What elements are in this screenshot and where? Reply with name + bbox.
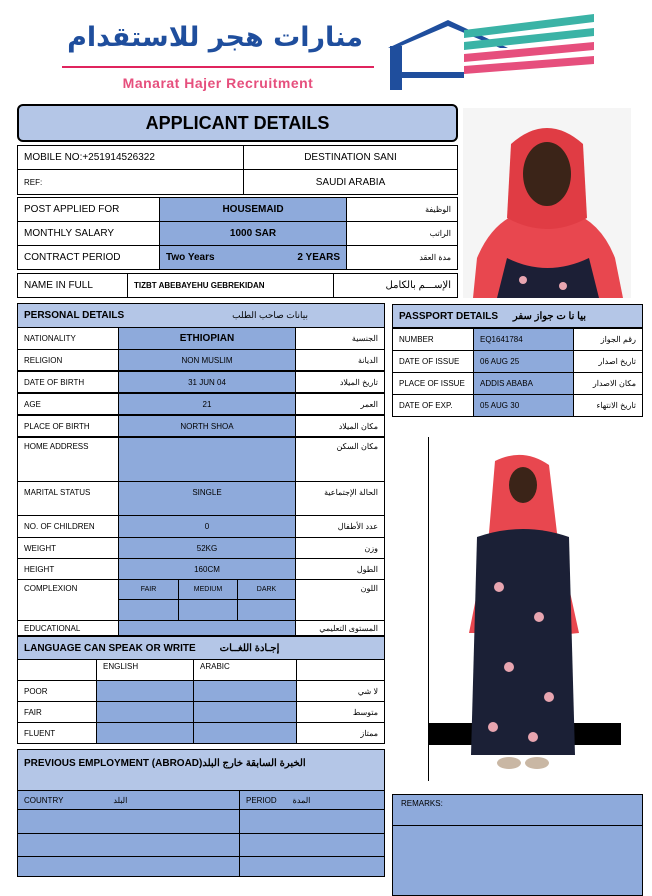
passport-label: PLACE OF ISSUE (392, 372, 474, 395)
personal-value: 0 (118, 515, 296, 538)
logo-underline (62, 66, 374, 68)
personal-label: HOME ADDRESS (17, 437, 119, 482)
complexion-option: DARK (237, 579, 296, 600)
personal-label-arabic: مكان السكن (295, 437, 385, 482)
language-title-arabic: إجـادة اللغــات (219, 642, 280, 654)
job-label: POST APPLIED FOR (17, 197, 160, 222)
language-col-arabic: ARABIC (193, 659, 297, 681)
language-level-label: FLUENT (17, 722, 97, 744)
job-label-arabic: مدة العقد (346, 245, 458, 270)
passport-details-title: PASSPORT DETAILS (399, 310, 499, 322)
personal-value: NON MUSLIM (118, 349, 296, 371)
destination: DESTINATION SANI (243, 145, 458, 170)
personal-details-title: PERSONAL DETAILS (24, 310, 125, 321)
ref-field: REF: (17, 169, 244, 195)
job-value: HOUSEMAID (159, 197, 347, 222)
language-english-cell[interactable] (96, 722, 194, 744)
house-logo-icon (388, 10, 600, 94)
personal-label-arabic: مكان الميلاد (295, 415, 385, 437)
passport-label-arabic: رقم الجواز (573, 328, 643, 351)
employment-period-cell[interactable] (239, 833, 385, 858)
personal-value: NORTH SHOA (118, 415, 296, 437)
full-body-photo (428, 437, 621, 781)
language-english-cell[interactable] (96, 701, 194, 723)
personal-value (118, 620, 296, 636)
personal-label: COMPLEXION (17, 579, 119, 621)
language-corner-cell (17, 659, 97, 681)
personal-value: 31 JUN 04 (118, 371, 296, 393)
personal-value: 160CM (118, 558, 296, 580)
remarks-box[interactable] (392, 825, 643, 896)
language-arabic-cell[interactable] (193, 701, 297, 723)
language-arabic-cell[interactable] (193, 680, 297, 702)
language-arabic-cell[interactable] (193, 722, 297, 744)
personal-label-arabic: وزن (295, 537, 385, 559)
personal-label: PLACE OF BIRTH (17, 415, 119, 437)
passport-label: NUMBER (392, 328, 474, 351)
personal-label-arabic: اللون (295, 579, 385, 621)
employment-country-cell[interactable] (17, 809, 240, 834)
employment-title: PREVIOUS EMPLOYMENT (ABROAD) (24, 758, 203, 769)
personal-details-header (17, 303, 385, 328)
language-level-arabic: متوسط (296, 701, 385, 723)
passport-label: DATE OF ISSUE (392, 350, 474, 373)
passport-value: 06 AUG 25 (473, 350, 574, 373)
employment-country-cell[interactable] (17, 856, 240, 877)
job-label: MONTHLY SALARY (17, 221, 160, 246)
passport-value: 05 AUG 30 (473, 394, 574, 417)
personal-label-arabic: الطول (295, 558, 385, 580)
employment-period-cell[interactable] (239, 856, 385, 877)
mobile-number: MOBILE NO:+251914526322 (17, 145, 244, 170)
logo-english-text: Manarat Hajer Recruitment (122, 75, 314, 91)
destination-country: SAUDI ARABIA (243, 169, 458, 195)
full-name: TIZBT ABEBAYEHU GEBREKIDAN (127, 273, 334, 298)
personal-label: NATIONALITY (17, 327, 119, 350)
language-title: LANGUAGE CAN SPEAK OR WRITE (24, 642, 196, 654)
passport-label-arabic: تاريخ الانتهاء (573, 394, 643, 417)
personal-label-arabic: عدد الأطفال (295, 515, 385, 538)
passport-details-header (392, 304, 643, 328)
contract-period-years: 2 YEARS (252, 245, 347, 270)
employment-period-label-arabic: المدة (292, 795, 311, 805)
name-label-arabic: الإســـم بالكامل (333, 273, 458, 298)
personal-value: 52KG (118, 537, 296, 559)
complexion-option: MEDIUM (178, 579, 238, 600)
personal-label-arabic: الديانة (295, 349, 385, 371)
employment-period-header (239, 790, 385, 810)
employment-period-label: PERIOD (246, 795, 277, 805)
personal-details-title-arabic: بيانات صاحب الطلب (232, 310, 308, 320)
language-level-label: FAIR (17, 701, 97, 723)
personal-label: HEIGHT (17, 558, 119, 580)
passport-label-arabic: تاريخ اصدار (573, 350, 643, 373)
personal-label: DATE OF BIRTH (17, 371, 119, 393)
personal-label: RELIGION (17, 349, 119, 371)
language-header (17, 636, 385, 660)
language-col-english: ENGLISH (96, 659, 194, 681)
personal-label: EDUCATIONAL (17, 620, 119, 636)
remarks-label: REMARKS: (401, 799, 443, 808)
job-label: CONTRACT PERIOD (17, 245, 160, 270)
job-label-arabic: الراتب (346, 221, 458, 246)
page-title: APPLICANT DETAILS (17, 104, 458, 142)
employment-country-header (17, 790, 240, 810)
language-level-arabic: لا شي (296, 680, 385, 702)
language-level-arabic: ممتاز (296, 722, 385, 744)
name-label: NAME IN FULL (17, 273, 128, 298)
employment-country-label-arabic: البلد (113, 795, 128, 805)
employment-header (17, 749, 385, 791)
personal-label-arabic: الجنسية (295, 327, 385, 350)
language-english-cell[interactable] (96, 680, 194, 702)
job-label-arabic: الوظيفة (346, 197, 458, 222)
personal-label-arabic: الحالة الإجتماعية (295, 481, 385, 516)
language-level-label: POOR (17, 680, 97, 702)
employment-title-arabic: الخبرة السابقة خارج البلد (202, 758, 306, 769)
personal-value: 21 (118, 393, 296, 415)
personal-value: ETHIOPIAN (118, 327, 296, 350)
personal-label-arabic: العمر (295, 393, 385, 415)
language-corner-cell-right (296, 659, 385, 681)
personal-value: SINGLE (118, 481, 296, 516)
passport-label: DATE OF EXP. (392, 394, 474, 417)
contract-period-value: Two Years (159, 245, 253, 270)
personal-label-arabic: المستوى التعليمي (295, 620, 385, 636)
portrait-photo (463, 108, 631, 298)
complexion-checkbox[interactable] (237, 599, 296, 621)
passport-details-title-arabic: بيا نا ت جواز سفر (512, 310, 586, 322)
employment-country-label: COUNTRY (24, 795, 64, 805)
passport-value: EQ1641784 (473, 328, 574, 351)
complexion-option: FAIR (118, 579, 179, 600)
complexion-checkbox[interactable] (178, 599, 238, 621)
employment-country-cell[interactable] (17, 833, 240, 858)
company-logo (40, 18, 640, 96)
personal-label-arabic: تاريخ الميلاد (295, 371, 385, 393)
personal-label: WEIGHT (17, 537, 119, 559)
personal-value (118, 437, 296, 482)
remarks-header (392, 794, 643, 826)
personal-label: AGE (17, 393, 119, 415)
job-value: 1000 SAR (159, 221, 347, 246)
personal-label: NO. OF CHILDREN (17, 515, 119, 538)
passport-label-arabic: مكان الاصدار (573, 372, 643, 395)
passport-value: ADDIS ABABA (473, 372, 574, 395)
employment-period-cell[interactable] (239, 809, 385, 834)
logo-arabic-text: منارات هجر للاستقدام (67, 22, 363, 53)
personal-label: MARITAL STATUS (17, 481, 119, 516)
complexion-checkbox[interactable] (118, 599, 179, 621)
